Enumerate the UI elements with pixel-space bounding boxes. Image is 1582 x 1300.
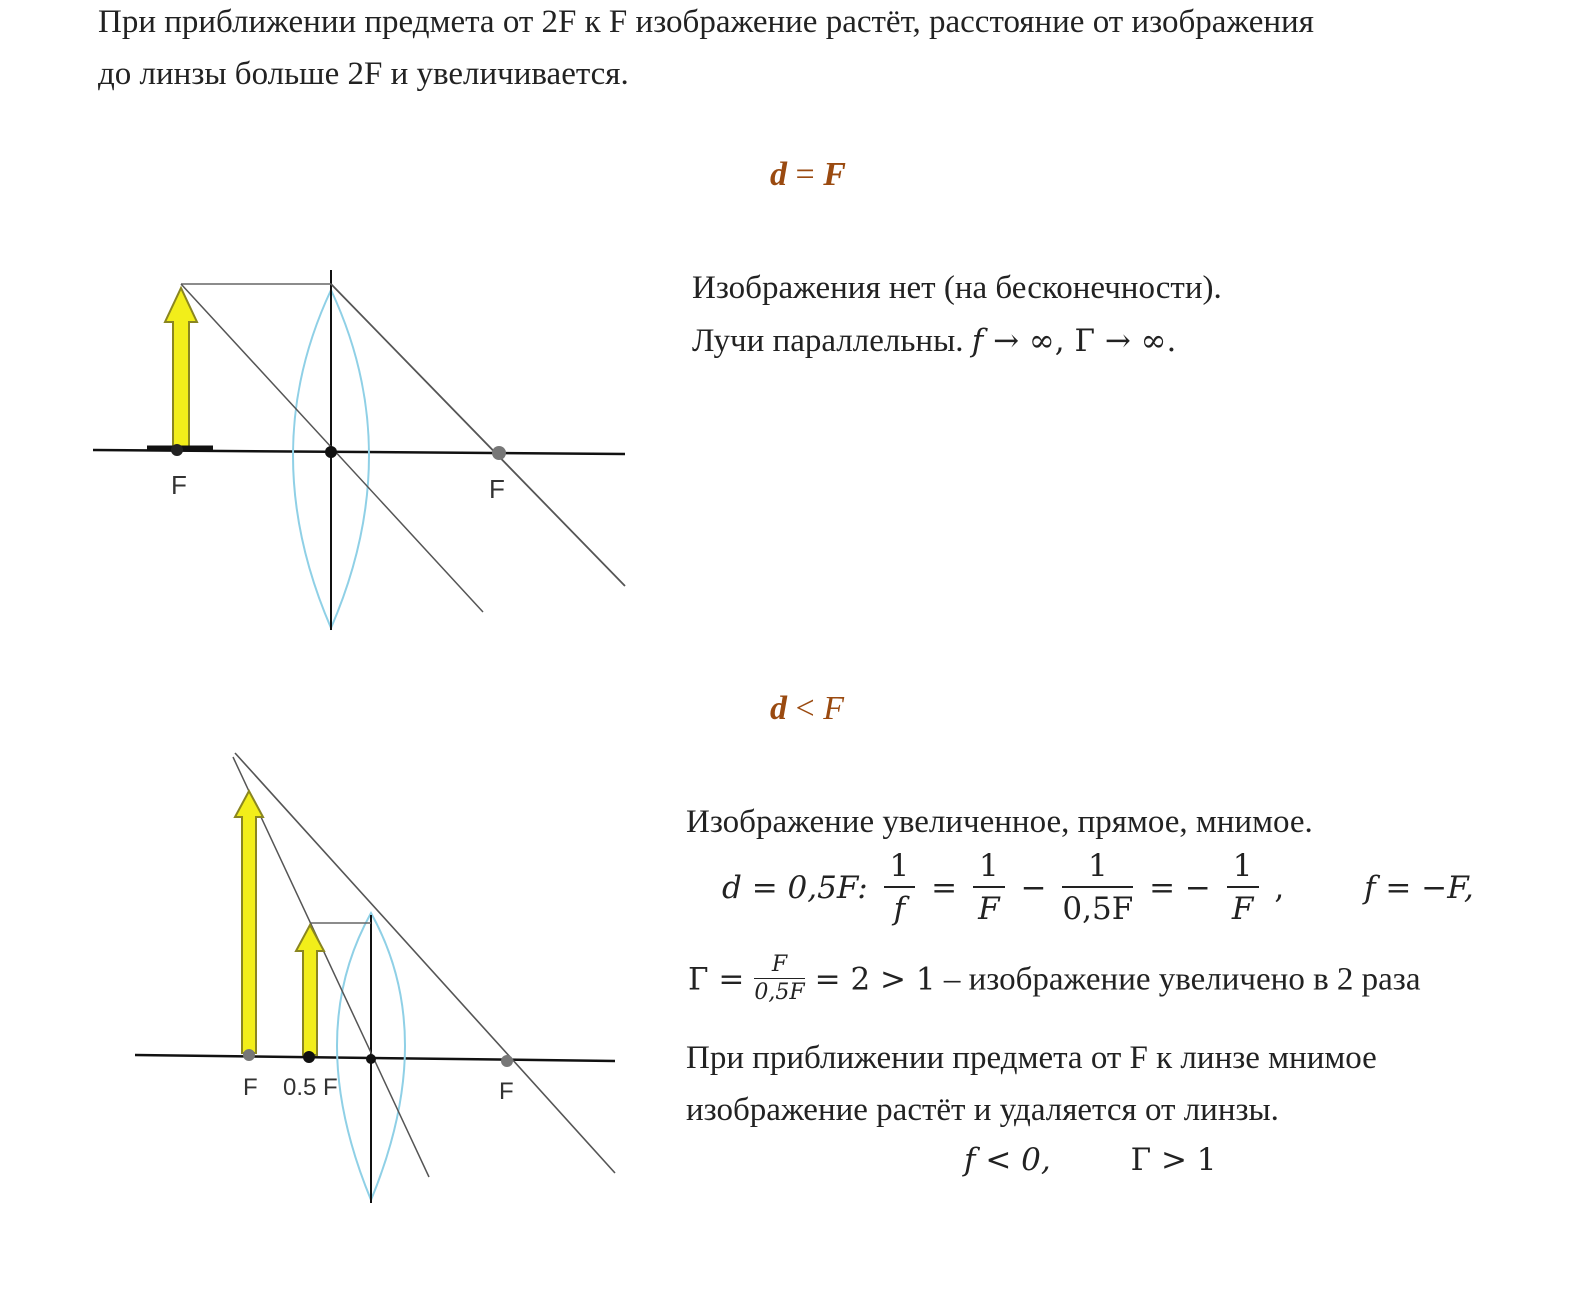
frac-num: 1 xyxy=(1062,846,1133,888)
frac-1-over-half-F xyxy=(1062,846,1133,930)
frac-num: F xyxy=(754,952,804,979)
diagram-d-equals-F xyxy=(85,262,645,642)
section1-line-1: Изображения нет (на бесконечности). xyxy=(692,270,1222,306)
heading-relation: = xyxy=(795,156,815,193)
focus-point-left xyxy=(243,1049,255,1061)
intro-line-1: При приближении предмета от 2F к F изображение растёт, расстояние от изображения xyxy=(98,4,1314,40)
final-inequalities xyxy=(964,1142,1217,1178)
label-F-left: F xyxy=(243,1074,258,1101)
section2-line-4: изображение растёт и удаляется от линзы. xyxy=(686,1092,1279,1128)
eq-lhs: d = 0,5F: xyxy=(722,870,868,906)
frac-num: 1 xyxy=(973,846,1005,888)
comma: , xyxy=(1274,870,1285,906)
diagram-d-less-F xyxy=(125,745,625,1215)
lens-equation xyxy=(722,846,1474,930)
math-f: f xyxy=(971,323,984,359)
frac-1-over-F xyxy=(973,846,1005,930)
lens-center-point xyxy=(325,446,337,458)
image-arrow xyxy=(235,791,263,1053)
frac-num: 1 xyxy=(1227,846,1259,888)
heading-d: d xyxy=(770,690,787,727)
section1-line-2 xyxy=(692,315,1176,367)
eq-result: f = −F, xyxy=(1364,870,1474,906)
gamma-text: – изображение увеличено в 2 раза xyxy=(935,961,1421,998)
focus-point-left xyxy=(171,444,183,456)
heading-d: d xyxy=(770,156,787,193)
frac-F-over-half-F xyxy=(754,952,804,1007)
frac-1-over-F-2 xyxy=(1227,846,1259,930)
label-right-F: F xyxy=(489,474,505,504)
label-left-F: F xyxy=(171,470,187,500)
frac-1-over-f xyxy=(884,846,916,930)
heading-F: F xyxy=(823,690,844,727)
central-ray-extended xyxy=(233,757,429,1177)
focus-point-right xyxy=(492,446,506,460)
heading-F: F xyxy=(823,156,846,193)
label-F-right: F xyxy=(499,1078,514,1105)
eq-sign: = xyxy=(931,870,958,906)
magnification-line xyxy=(688,952,1421,1007)
focus-point-right xyxy=(501,1055,513,1067)
refracted-ray-extended xyxy=(235,753,615,1173)
frac-den: f xyxy=(893,891,906,927)
frac-den: 0,5F xyxy=(1062,891,1134,927)
frac-den: F xyxy=(1231,891,1254,927)
section2-line-1: Изображение увеличенное, прямое, мнимое. xyxy=(686,804,1313,840)
label-half-F: 0.5 F xyxy=(283,1074,338,1101)
section2-heading xyxy=(770,690,844,728)
frac-num: 1 xyxy=(884,846,916,888)
lens-center-point xyxy=(366,1054,376,1064)
gamma-value: = 2 > 1 xyxy=(814,961,936,998)
eq-sign-minus: = − xyxy=(1149,870,1211,906)
gamma-greater-one: Г > 1 xyxy=(1130,1142,1217,1178)
minus-sign: − xyxy=(1020,870,1047,906)
heading-relation: < xyxy=(795,690,815,727)
section1-heading xyxy=(770,156,846,194)
math-limits: → ∞, Г → ∞. xyxy=(983,323,1177,359)
section1-line-2-text: Лучи параллельны. xyxy=(692,323,964,359)
half-focus-point xyxy=(303,1051,315,1063)
intro-line-2: до линзы больше 2F и увеличивается. xyxy=(98,56,629,92)
f-less-zero: f < 0, xyxy=(964,1142,1051,1178)
frac-den: F xyxy=(978,891,1000,927)
gamma-lhs: Г = xyxy=(688,961,745,998)
section2-line-3: При приближении предмета от F к линзе мнимое xyxy=(686,1040,1377,1076)
frac-den: 0,5F xyxy=(754,980,805,1005)
object-arrow xyxy=(296,925,324,1055)
refracted-ray xyxy=(331,284,625,586)
object-arrow xyxy=(165,288,197,448)
